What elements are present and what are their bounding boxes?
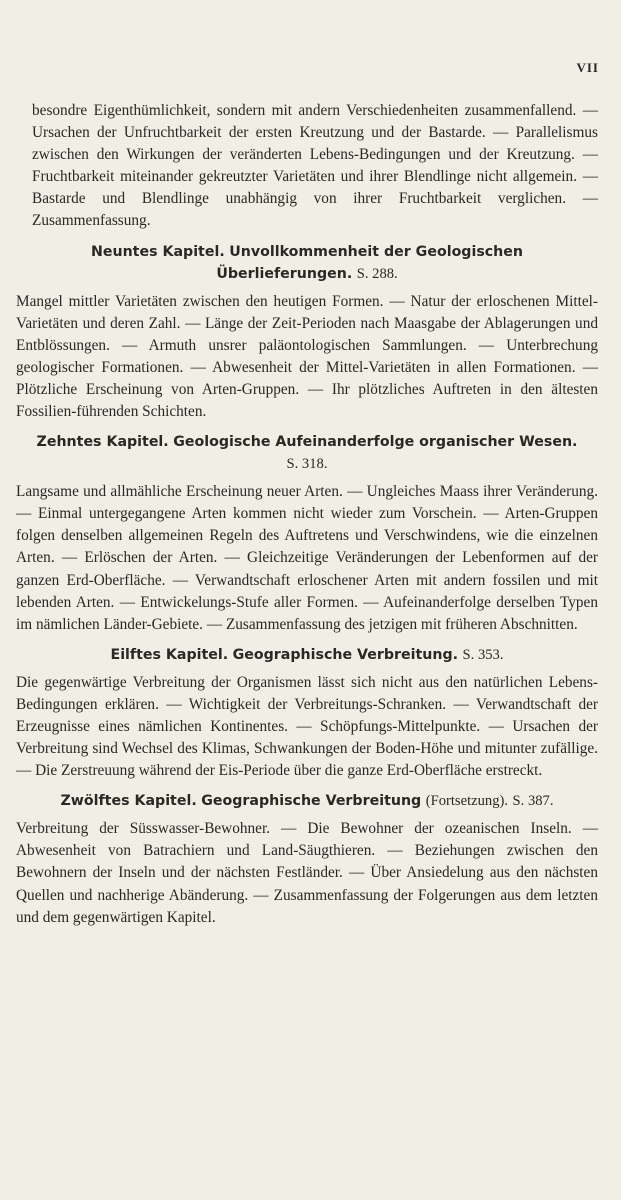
chapter-page: S. 288. xyxy=(356,265,398,282)
chapter-heading xyxy=(16,431,598,475)
chapter-summary: Langsame und allmähliche Erscheinung neuer Arten. — Ungleiches Maass ihrer Veränderung. — Einmal untergegangene Arten kommen nicht wieder zum Vorschein. — Arten-Gruppen folgen denselben allgemeinen Regeln des Auftretens und Verschwindens, wie die einzelnen Arten. — Erlöschen der Arten. — Gleichzeitige Veränderungen der Lebenformen auf der ganzen Erd-Oberfläche. — Verwandtschaft erloschener Arten mit andern fossilen und mit lebenden Arten. — Entwickelungs-Stufe aller Formen. — Aufeinanderfolge derselben Typen im nämlichen Länder-Gebiete. — Zusammenfassung des jetzigen mit früheren Abschnitten. xyxy=(16,483,598,633)
chapter-summary: Verbreitung der Süsswasser-Bewohner. — Die Bewohner der ozeanischen Inseln. — Abwesenheit von Batrachiern und Land-Säugthieren. — Beziehungen zwischen den Bewohnern der Inseln und der nächsten Festländer. — Über Ansiedelung aus den nächsten Quellen und nachherige Abänderung. — Zusammenfassung der Folgerungen aus dem letzten und dem gegenwärtigen Kapitel. xyxy=(16,820,598,926)
table-of-contents xyxy=(16,100,598,929)
intro-paragraph: besondre Eigenthümlichkeit, sondern mit andern Verschiedenheiten zusammenfallend. — Ursachen der Unfruchtbarkeit der ersten Kreutzung und der Bastarde. — Parallelismus zwischen den Wirkungen der veränderten Lebens-Bedingungen und der Kreutzung. — Fruchtbarkeit miteinander gekreutzter Varietäten und ihrer Blendlinge nicht allgemein. — Bastarde und Blendlinge unabhängig von ihrer Fruchtbarkeit verglichen. — Zusammenfassung. xyxy=(32,102,598,230)
chapter-page: S. 387. xyxy=(512,793,554,810)
chapter-12 xyxy=(16,790,598,928)
chapter-summary: Die gegenwärtige Verbreitung der Organismen lässt sich nicht aus den natürlichen Lebens-Bedingungen erklären. — Wichtigkeit der Verbreitungs-Schranken. — Verwandtschaft der Erzeugnisse eines nämlichen Kontinentes. — Schöpfungs-Mittelpunkte. — Ursachen der Verbreitung sind Wechsel des Klimas, Schwankungen der Boden-Höhe und mitunter zufällige. — Die Zerstreuung während der Eis-Periode über die ganze Erd-Oberfläche erstreckt. xyxy=(16,673,598,780)
chapter-title: Geographische Verbreitung. xyxy=(232,646,459,663)
chapter-title: Geographische Verbreitung xyxy=(201,793,422,810)
chapter-heading xyxy=(16,790,598,812)
chapter-label: Eilftes Kapitel. xyxy=(110,646,229,663)
chapter-9 xyxy=(16,241,598,424)
chapter-heading xyxy=(16,644,598,666)
chapter-title: Geologische Aufeinanderfolge organischer Wesen. xyxy=(173,434,578,451)
chapter-title-suffix: (Fortsetzung). xyxy=(425,793,509,810)
chapter-title: Unvollkommenheit der Geologischen Überlieferungen. xyxy=(216,243,524,282)
chapter-10 xyxy=(16,431,598,636)
chapter-label: Neuntes Kapitel. xyxy=(90,243,225,260)
chapter-label: Zwölftes Kapitel. xyxy=(60,793,197,810)
chapter-11 xyxy=(16,644,598,782)
page-number: VII xyxy=(576,60,599,75)
chapter-page: S. 318. xyxy=(286,456,328,473)
chapter-page: S. 353. xyxy=(462,646,504,663)
chapter-label: Zehntes Kapitel. xyxy=(36,434,169,451)
chapter-summary: Mangel mittler Varietäten zwischen den heutigen Formen. — Natur der erloschenen Mittel-Varietäten und deren Zahl. — Länge der Zeit-Perioden nach Maasgabe der Ablagerungen und Entblössungen. — Armuth unsrer paläontologischen Sammlungen. — Unterbrechung geologischer Formationen. — Abwesenheit der Mittel-Varietäten in allen Formationen. — Plötzliche Erscheinung von Arten-Gruppen. — Ihr plötzliches Auftreten in den ältesten Fossilien-führenden Schichten. xyxy=(16,292,598,421)
chapter-heading xyxy=(16,241,598,285)
